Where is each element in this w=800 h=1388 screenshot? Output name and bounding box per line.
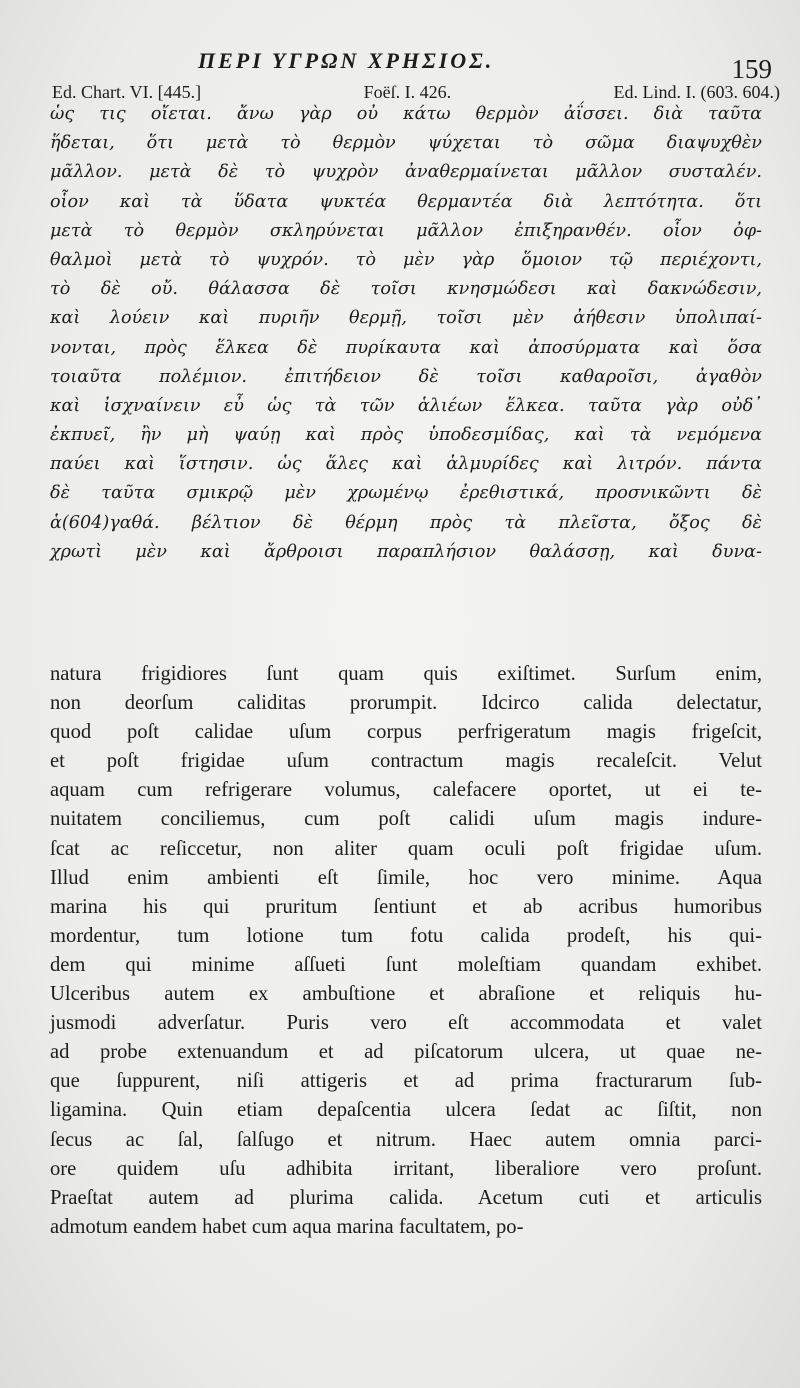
latin-line: Illud enim ambienti eſt ſimile, hoc vero minime. Aqua <box>50 866 762 889</box>
greek-line: ὡς τις οἴεται. ἄνω γὰρ οὐ κάτω θερμὸν ἀΐσσει. διὰ ταῦτα <box>50 104 762 124</box>
latin-line: mordentur, tum lotione tum fotu calida prodeſt, his qui- <box>50 924 762 947</box>
latin-line: non deorſum caliditas prorumpit. Idcirco calida delectatur, <box>50 692 762 715</box>
latin-line: ad probe extenuandum et ad piſcatorum ulcera, ut quae ne- <box>50 1041 762 1064</box>
greek-line: ἥδεται, ὅτι μετὰ τὸ θερμὸν ψύχεται τὸ σῶμα διαψυχθὲν <box>50 133 762 154</box>
latin-line: admotum eandem habet cum aqua marina facultatem, po- <box>50 1215 524 1238</box>
greek-line: νονται, πρὸς ἕλκεα δὲ πυρίκαυτα καὶ ἀποσύρματα καὶ ὅσα <box>50 337 762 358</box>
greek-line: ἐκπυεῖ, ἢν μὴ ψαύῃ καὶ πρὸς ὑποδεσμίδας, καὶ τὰ νεμόμενα <box>50 425 762 446</box>
latin-line: Ulceribus autem ex ambuſtione et abraſione et reliquis hu- <box>50 983 762 1006</box>
greek-line: ἁ(604)γαθά. βέλτιον δὲ θέρμη πρὸς τὰ πλεῖστα, ὄξος δὲ <box>50 512 762 533</box>
latin-line: Praeſtat autem ad plurima calida. Acetum cuti et articulis <box>50 1186 762 1209</box>
latin-line: aquam cum refrigerare volumus, calefacere oportet, ut ei te- <box>50 779 762 802</box>
latin-line: ſcat ac reſiccetur, non aliter quam oculi poſt frigidae uſum. <box>50 837 762 860</box>
page-number: 159 <box>731 54 772 84</box>
latin-line: et poſt frigidae uſum contractum magis recaleſcit. Velut <box>50 750 762 773</box>
edition-chart: Ed. Chart. VI. [445.] <box>52 82 202 102</box>
greek-line: μᾶλλον. μετὰ δὲ τὸ ψυχρὸν ἀναθερμαίνεται μᾶλλον συσταλέν. <box>50 162 762 183</box>
latin-line: nuitatem conciliemus, cum poſt calidi uſum magis indure- <box>50 808 762 831</box>
latin-line: ore quidem uſu adhibita irritant, liberaliore vero proſunt. <box>50 1157 762 1180</box>
greek-line: μετὰ τὸ θερμὸν σκληρύνεται μᾶλλον ἐπιξηρανθέν. οἷον ὀφ- <box>50 220 762 241</box>
latin-line: ſecus ac ſal, ſalſugo et nitrum. Haec autem omnia parci- <box>50 1128 762 1151</box>
page-header <box>40 40 780 102</box>
latin-line: jusmodi adverſatur. Puris vero eſt accommodata et valet <box>50 1012 762 1035</box>
edition-foes: Foëſ. I. 426. <box>363 82 452 102</box>
greek-line: δὲ ταῦτα σμικρῷ μὲν χρωμένῳ ἐρεθιστικά, προσνικῶντι δὲ <box>50 483 762 504</box>
greek-line: καὶ λούειν καὶ πυριῆν θερμῇ, τοῖσι μὲν ἀήθεσιν ὑπολιπαί- <box>50 308 762 329</box>
greek-text-block <box>50 100 762 567</box>
latin-line: quod poſt calidae uſum corpus perfrigeratum magis frigeſcit, <box>50 721 762 744</box>
latin-line: dem qui minime aſſueti ſunt moleſtiam quandam exhibet. <box>50 953 762 976</box>
greek-line: χρωτὶ μὲν καὶ ἄρθροισι παραπλήσιον θαλάσσῃ, καὶ δυνα- <box>50 541 762 562</box>
latin-line: ligamina. Quin etiam depaſcentia ulcera ſedat ac ſiſtit, non <box>50 1099 762 1122</box>
edition-lind: Ed. Lind. I. (603. 604.) <box>613 82 780 102</box>
greek-line: παύει καὶ ἵστησιν. ὡς ἅλες καὶ ἁλμυρίδες καὶ λιτρόν. πάντα <box>50 454 762 475</box>
greek-line: οἷον καὶ τὰ ὕδατα ψυκτέα θερμαντέα διὰ λεπτότητα. ὅτι <box>50 191 762 212</box>
running-title: ΠΕΡΙ ΥΓΡΩΝ ΧΡΗΣΙΟΣ. <box>198 48 495 73</box>
latin-line: natura frigidiores ſunt quam quis exiſtimet. Surſum enim, <box>50 663 762 685</box>
greek-line: καὶ ἰσχναίνειν εὖ ὡς τὰ τῶν ἁλιέων ἕλκεα. ταῦτα γὰρ οὐδ᾽ <box>50 395 762 416</box>
greek-line: τοιαῦτα πολέμιον. ἐπιτήδειον δὲ τοῖσι καθαροῖσι, ἀγαθὸν <box>50 366 762 387</box>
latin-text-block <box>50 660 762 1242</box>
greek-line: θαλμοὶ μετὰ τὸ ψυχρόν. τὸ μὲν γὰρ ὅμοιον τῷ περιέχοντι, <box>50 249 762 270</box>
greek-line: τὸ δὲ οὔ. θάλασσα δὲ τοῖσι κνησμώδεσι καὶ δακνώδεσιν, <box>50 279 762 300</box>
latin-line: marina his qui pruritum ſentiunt et ab acribus humoribus <box>50 895 762 918</box>
latin-line: que ſuppurent, niſi attigeris et ad prima fracturarum ſub- <box>50 1070 762 1093</box>
